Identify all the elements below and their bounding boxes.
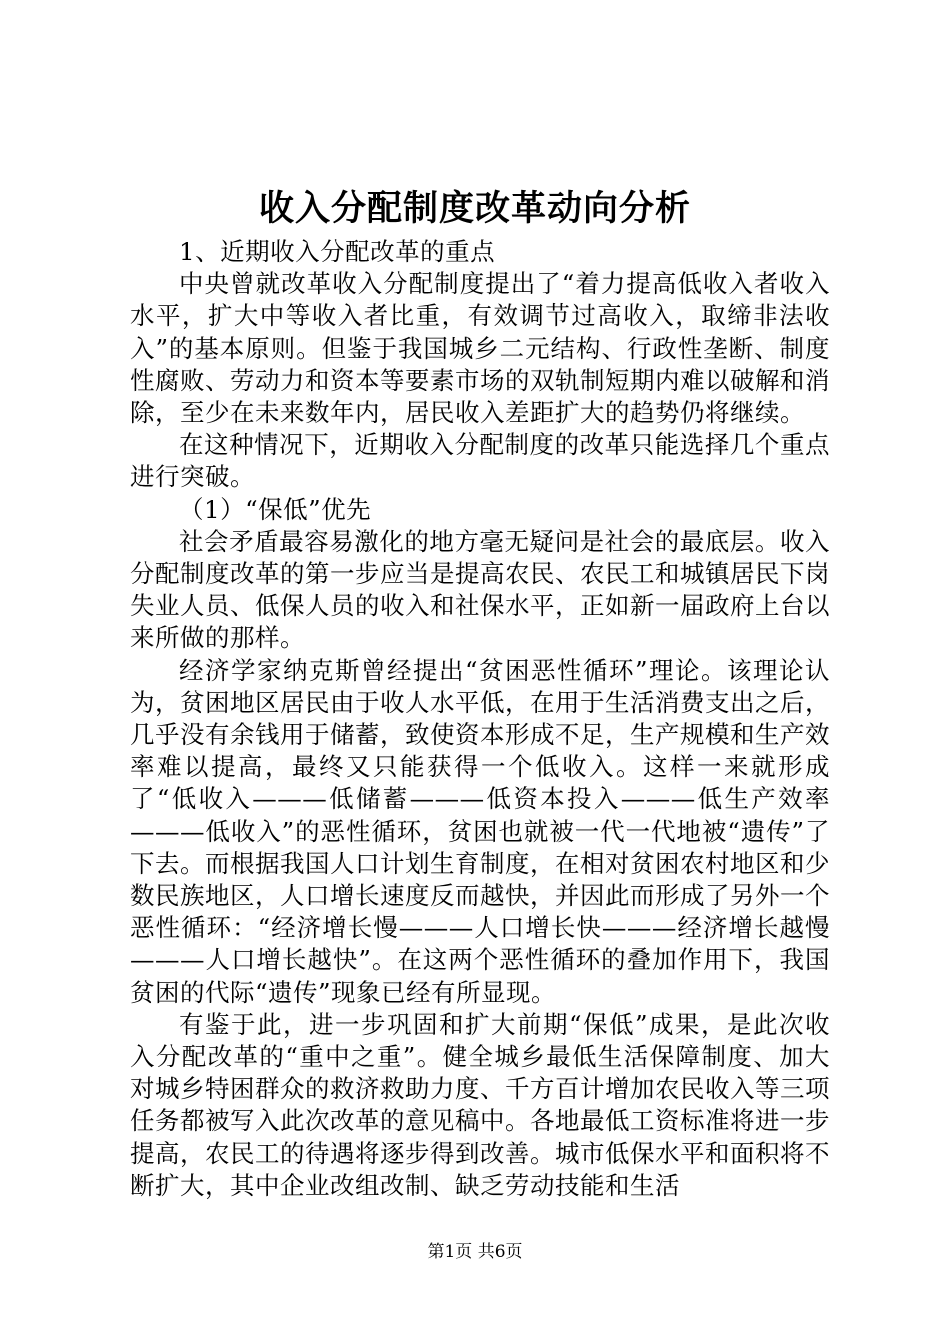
page-number-footer: 第1页 共6页 (427, 1242, 523, 1262)
paragraph: 有鉴于此，进一步巩固和扩大前期“保低”成果，是此次收入分配改革的“重中之重”。健全城乡最低生活保障制度、加大对城乡特困群众的救济救助力度、千方百计增加农民收入等三项任务都被写入此次改革的意见稿中。各地最低工资标准将进一步提高，农民工的待遇将逐步得到改善。城市低保水平和面积将不断扩大，其中企业改组改制、缺乏劳动技能和生活 (130, 1009, 830, 1200)
document-body (130, 236, 830, 1202)
document-title: 收入分配制度改革动向分析 (258, 188, 691, 229)
paragraph: 在这种情况下，近期收入分配制度的改革只能选择几个重点进行突破。 (130, 430, 830, 492)
paragraph: 社会矛盾最容易激化的地方毫无疑问是社会的最底层。收入分配制度改革的第一步应当是提高农民、农民工和城镇居民下岗失业人员、低保人员的收入和社保水平，正如新一届政府上台以来所做的那样。 (130, 526, 830, 653)
paragraph: 中央曾就改革收入分配制度提出了“着力提高低收入者收入水平，扩大中等收入者比重，有效调节过高收入，取缔非法收入”的基本原则。但鉴于我国城乡二元结构、行政性垄断、制度性腐败、劳动力和资本等要素市场的双轨制短期内难以破解和消除，至少在未来数年内，居民收入差距扩大的趋势仍将继续。 (130, 269, 830, 428)
subsection-heading: （1）“保低”优先 (179, 494, 372, 524)
section-heading: 1、近期收入分配改革的重点 (179, 237, 496, 266)
paragraph: 经济学家纳克斯曾经提出“贫困恶性循环”理论。该理论认为，贫困地区居民由于收人水平低，在用于生活消费支出之后，几乎没有余钱用于储蓄，致使资本形成不足，生产规模和生产效率难以提高，最终又只能获得一个低收入。这样一来就形成了“低收入———低储蓄———低资本投入———低生产效率———低收入”的恶性循环，贫困也就被一代一代地被“遗传”了下去。而根据我国人口计划生育制度，在相对贫困农村地区和少数民族地区，人口增长速度反而越快，并因此而形成了另外一个恶性循环：“经济增长慢———人口增长快———经济增长越慢———人口增长越快”。在这两个恶性循环的叠加作用下，我国贫困的代际“遗传”现象已经有所显现。 (130, 655, 830, 1007)
